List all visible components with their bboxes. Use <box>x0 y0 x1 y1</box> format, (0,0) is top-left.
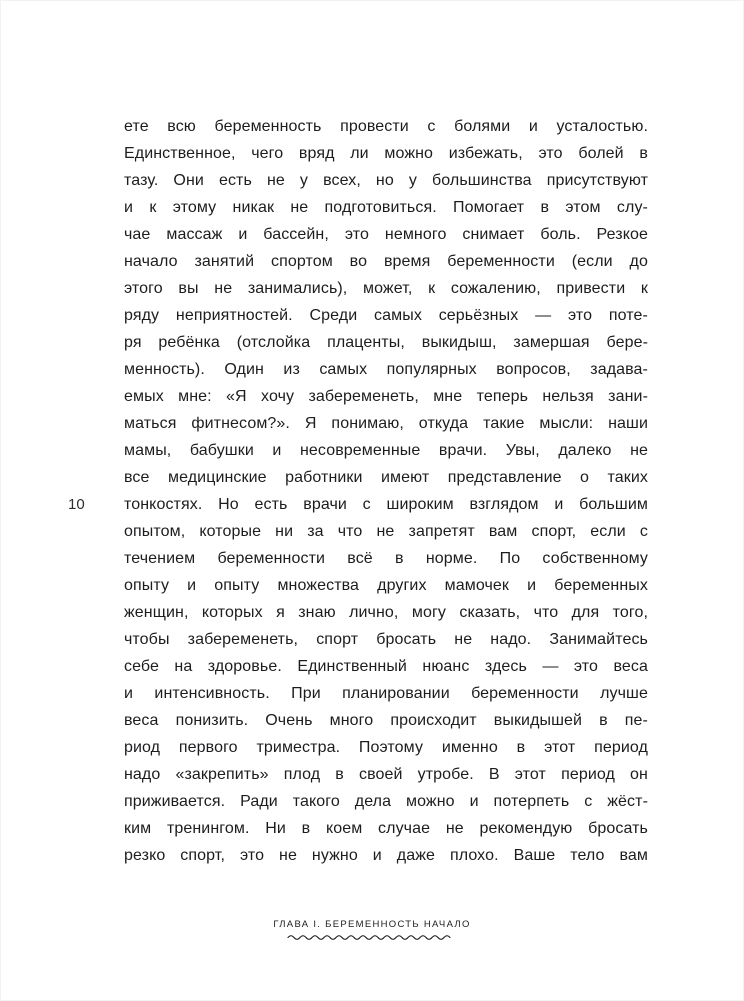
text-line: веса понизить. Очень много происходит выкидышей в пе- <box>124 712 648 729</box>
text-line: ряду неприятностей. Среди самых серьёзных — это поте- <box>124 307 648 324</box>
text-line: ря ребёнка (отслойка плаценты, выкидыш, замершая бере- <box>124 334 648 351</box>
text-line: течением беременности всё в норме. По собственному <box>124 550 648 567</box>
text-line: все медицинские работники имеют представление о таких <box>124 469 648 486</box>
footer-wavy-underline-icon <box>287 933 457 940</box>
text-line: женщин, которых я знаю лично, могу сказать, что для того, <box>124 604 648 621</box>
text-line: маться фитнесом?». Я понимаю, откуда такие мысли: наши <box>124 415 648 432</box>
text-line: опыту и опыту множества других мамочек и беременных <box>124 577 648 594</box>
text-line: тазу. Они есть не у всех, но у большинства присутствуют <box>124 172 648 189</box>
text-line: чае массаж и бассейн, это немного снимает боль. Резкое <box>124 226 648 243</box>
text-line: мамы, бабушки и несовременные врачи. Увы, далеко не <box>124 442 648 459</box>
text-line: ким тренингом. Ни в коем случае не рекомендую бросать <box>124 820 648 837</box>
text-line: начало занятий спортом во время беременности (если до <box>124 253 648 270</box>
text-line: этого вы не занимались), может, к сожалению, привести к <box>124 280 648 297</box>
page-number: 10 <box>68 496 85 513</box>
text-line: и к этому никак не подготовиться. Помогает в этом слу- <box>124 199 648 216</box>
text-line: менность). Один из самых популярных вопросов, задава- <box>124 361 648 378</box>
chapter-footer-label: ГЛАВА I. БЕРЕМЕННОСТЬ НАЧАЛО <box>273 919 471 930</box>
text-line: приживается. Ради такого дела можно и потерпеть с жёст- <box>124 793 648 810</box>
text-line: надо «закрепить» плод в своей утробе. В этот период он <box>124 766 648 783</box>
text-line: емых мне: «Я хочу забеременеть, мне теперь нельзя зани- <box>124 388 648 405</box>
text-line: опытом, которые ни за что не запретят вам спорт, если с <box>124 523 648 540</box>
text-line: тонкостях. Но есть врачи с широким взглядом и большим <box>124 496 648 513</box>
text-line: Единственное, чего вряд ли можно избежать, это болей в <box>124 145 648 162</box>
text-line: чтобы забеременеть, спорт бросать не надо. Занимайтесь <box>124 631 648 648</box>
text-line: ете всю беременность провести с болями и усталостью. <box>124 118 648 135</box>
text-line: себе на здоровье. Единственный нюанс здесь — это веса <box>124 658 648 675</box>
text-line: и интенсивность. При планировании беременности лучше <box>124 685 648 702</box>
text-line: резко спорт, это не нужно и даже плохо. Ваше тело вам <box>124 847 648 864</box>
body-text <box>124 113 648 869</box>
page-footer <box>0 914 744 940</box>
text-line: риод первого триместра. Поэтому именно в этот период <box>124 739 648 756</box>
